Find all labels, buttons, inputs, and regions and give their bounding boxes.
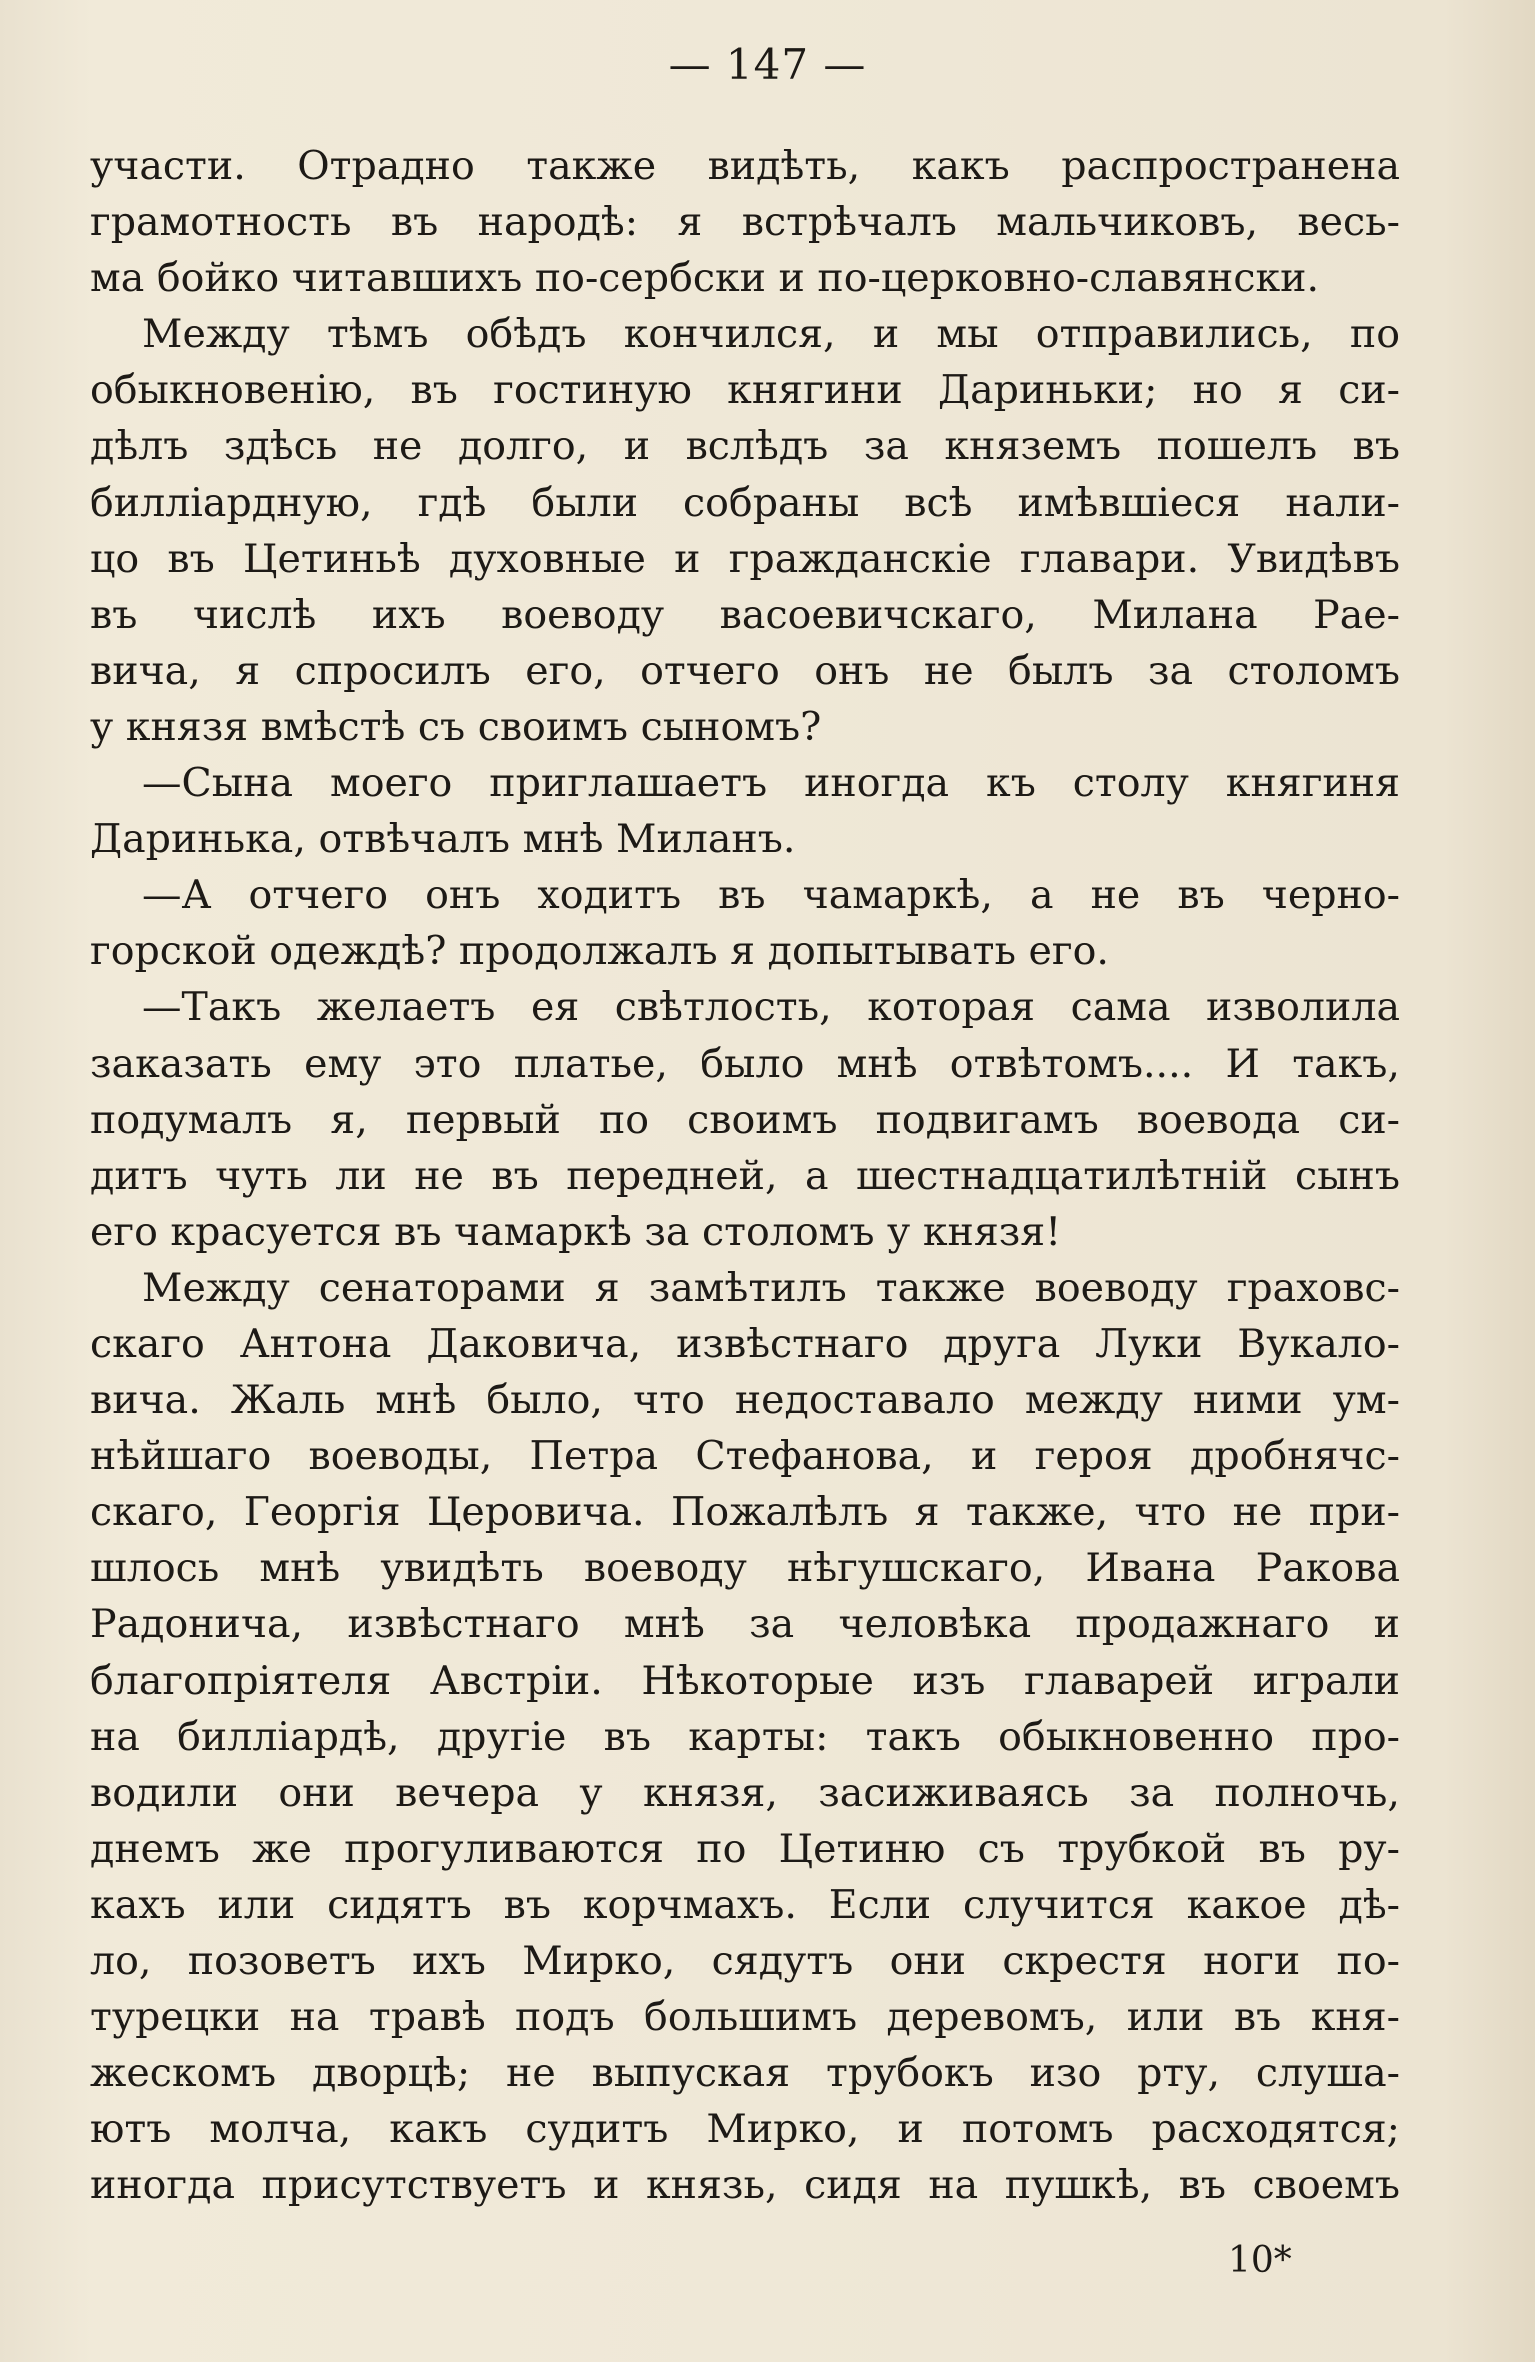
text-line: —Такъ желаетъ ея свѣтлость, которая сама изволила	[142, 984, 1400, 1031]
text-line: на билліардѣ, другіе въ карты: такъ обыкновенно про-	[90, 1713, 1400, 1760]
text-line: —Сына моего приглашаетъ иногда къ столу княгиня	[142, 760, 1400, 807]
text-line: скаго Антона Даковича, извѣстнаго друга Луки Вукало-	[90, 1320, 1400, 1367]
text-line: благопріятеля Австріи. Нѣкоторые изъ главарей играли	[90, 1657, 1400, 1704]
text-line: Радонича, извѣстнаго мнѣ за человѣка продажнаго и	[90, 1601, 1400, 1648]
text-line: нѣйшаго воеводы, Петра Стефанова, и героя дробнячс-	[90, 1433, 1400, 1480]
body-text	[90, 138, 1400, 2213]
page-number: — 147 —	[668, 40, 867, 89]
text-line: Между сенаторами я замѣтилъ также воеводу граховс-	[142, 1264, 1400, 1311]
text-line: скаго, Георгія Церовича. Пожалѣлъ я также, что не при-	[90, 1489, 1400, 1536]
text-line: участи. Отрадно также видѣть, какъ распространена	[90, 143, 1400, 189]
text-line: кахъ или сидятъ въ корчмахъ. Если случится какое дѣ-	[90, 1881, 1400, 1928]
text-line: вича. Жаль мнѣ было, что недоставало между ними ум-	[90, 1377, 1400, 1424]
text-line: дѣлъ здѣсь не долго, и вслѣдъ за княземъ пошелъ въ	[90, 423, 1400, 470]
text-line: турецки на травѣ подъ большимъ деревомъ, или въ кня-	[90, 1994, 1400, 2041]
text-line: грамотность въ народѣ: я встрѣчалъ мальчиковъ, весь-	[90, 199, 1400, 246]
text-line: у князя вмѣстѣ съ своимъ сыномъ?	[90, 703, 822, 750]
text-line: иногда присутствуетъ и князь, сидя на пушкѣ, въ своемъ	[90, 2162, 1400, 2209]
text-line: вича, я спросилъ его, отчего онъ не былъ за столомъ	[90, 647, 1400, 694]
printer-signature: 10*	[1228, 2240, 1292, 2281]
text-line: горской одеждѣ? продолжалъ я допытывать его.	[90, 928, 1109, 975]
text-line: въ числѣ ихъ воеводу васоевичскаго, Милана Рае-	[90, 591, 1400, 638]
text-line: билліардную, гдѣ были собраны всѣ имѣвшіеся нали-	[90, 479, 1400, 526]
text-line: шлось мнѣ увидѣть воеводу нѣгушскаго, Ивана Ракова	[90, 1545, 1400, 1592]
text-line: ма бойко читавшихъ по-сербски и по-церковно-славянски.	[90, 255, 1320, 302]
text-line: цо въ Цетиньѣ духовные и гражданскіе главари. Увидѣвъ	[90, 535, 1400, 582]
text-line: дитъ чуть ли не въ передней, а шестнадцатилѣтній сынъ	[90, 1152, 1400, 1199]
text-line: ютъ молча, какъ судитъ Мирко, и потомъ расходятся;	[90, 2106, 1400, 2153]
text-line: его красуется въ чамаркѣ за столомъ у князя!	[90, 1208, 1062, 1255]
text-line: жескомъ дворцѣ; не выпуская трубокъ изо рту, слуша-	[90, 2050, 1400, 2097]
text-line: ло, позоветъ ихъ Мирко, сядутъ они скрестя ноги по-	[90, 1938, 1400, 1984]
text-line: днемъ же прогуливаются по Цетиню съ трубкой въ ру-	[90, 1825, 1400, 1872]
text-line: Даринька, отвѣчалъ мнѣ Миланъ.	[90, 816, 796, 863]
text-line: водили они вечера у князя, засиживаясь за полночь,	[90, 1769, 1400, 1816]
text-line: Между тѣмъ обѣдъ кончился, и мы отправились, по	[142, 311, 1400, 358]
text-line: заказать ему это платье, было мнѣ отвѣтомъ.... И такъ,	[90, 1040, 1400, 1087]
text-line: обыкновенію, въ гостиную княгини Дариньки; но я си-	[90, 367, 1400, 414]
text-line: подумалъ я, первый по своимъ подвигамъ воевода си-	[90, 1096, 1400, 1143]
text-line: —А отчего онъ ходитъ въ чамаркѣ, а не въ черно-	[142, 872, 1400, 919]
